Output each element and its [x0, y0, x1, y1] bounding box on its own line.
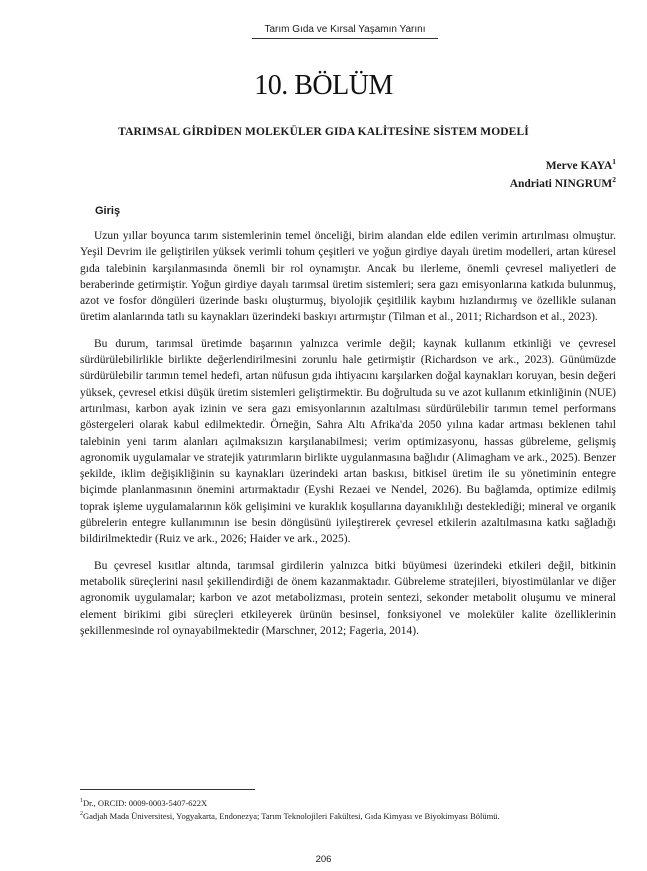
chapter-label: 10. BÖLÜM [254, 70, 393, 101]
author-1-mark: 1 [612, 157, 616, 166]
author-2 [510, 175, 616, 190]
footnote-1 [80, 796, 616, 809]
page-number: 206 [315, 854, 332, 865]
footnote-2-mark: 2 [80, 810, 83, 817]
body-text [80, 228, 616, 649]
author-2-name: Andriati NINGRUM [509, 177, 613, 190]
author-2-mark: 2 [612, 175, 616, 184]
section-heading: Giriş [95, 205, 121, 217]
running-head: Tarım Gıda ve Kırsal Yaşamın Yarını [252, 24, 438, 39]
chapter-title: TARIMSAL GİRDİDEN MOLEKÜLER GIDA KALİTESİNE SİSTEM MODELİ [118, 126, 529, 138]
footnote-1-mark: 1 [80, 798, 83, 804]
author-1-name: Merve KAYA [545, 159, 613, 172]
footnote-2 [80, 809, 616, 822]
paragraph: Bu durum, tarımsal üretimde başarının yalnızca verimle değil; kaynak kullanım etkinliği ve çevresel sürdürülebilirlikle birlikte değerlendirilmesini zorunlu hale getirmiştir (Richardson ve ark., 2023). Günümüzde sürdürülebilir tarımın temel hedefi, artan nüfusun gıda ihtiyacını karşılarken doğal kaynakları koruyan, besin değeri yüksek, çevresel etkisi düşük üretim sistemleri geliştirmektir. Bu doğrultuda su ve azot kullanım etkinliğinin (NUE) artırılması, karbon ayak izinin ve sera gazı emisyonlarının azaltılması sürdürülebilir tarımın temel performans göstergeleri olarak kabul edilmektedir. Örneğin, Sahra Altı Afrika'da 2050 yılına kadar artması beklenen tahıl talebinin yeni tarım alanları açılmaksızın karşılanabilmesi; verim optimizasyonu, hassas gübreleme, gelişmiş agronomik uygulamalar ve stratejik yatırımların birlikte uygulanmasına bağlıdır (Alimagham ve ark., 2025). Benzer şekilde, iklim değişikliğinin su kaynakları üzerindeki artan baskısı, bitkisel üretim ile su yönetiminin entegre biçimde planlanmasının önemini artırmaktadır (Eyshi Rezaei ve Nendel, 2026). Bu bağlamda, optimize edilmiş toprak işleme uygulamalarının kök gelişimini ve kuraklık koşullarına dayanıklılığı desteklediği; mineral ve organik gübrelerin entegre kullanımının ise besin döngüsünü iyileştirerek çevresel etkilerin azaltılmasına katkı sağladığı bildirilmektedir (Ruiz ve ark., 2026; Haider ve ark., 2025). [80, 337, 616, 546]
footnote-1-text: Dr., ORCID: 0009-0003-5407-622X [83, 797, 208, 808]
footnotes [80, 796, 616, 822]
author-1 [546, 157, 616, 172]
footnote-divider [80, 789, 255, 790]
footnote-2-text: Gadjah Mada Üniversitesi, Yogyakarta, Endonezya; Tarım Teknolojileri Fakültesi, Gıda Kimyası ve Biyokimyası Bölümü. [83, 810, 500, 821]
paragraph: Uzun yıllar boyunca tarım sistemlerinin temel önceliği, birim alandan elde edilen verimin artırılması olmuştur. Yeşil Devrim ile geliştirilen yüksek verimli tohum çeşitleri ve yoğun girdiye dayalı üretim modelleri, artan küresel gıda talebinin karşılanmasında önemli bir rol oynamıştır. Ancak bu ilerleme, önemli çevresel maliyetleri de beraberinde getirmiştir. Yoğun girdiye dayalı tarımsal üretim sistemleri; sera gazı emisyonlarına katkıda bulunmuş, azot ve fosfor döngüleri üzerinde baskı oluşturmuş, biyolojik çeşitlilik kaybını hızlandırmış ve özellikle sulanan üretim alanlarında tatlı su kaynakları üzerindeki baskıyı artırmıştır (Tilman et al., 2011; Richardson et al., 2023). [80, 230, 616, 324]
paragraph: Bu çevresel kısıtlar altında, tarımsal girdilerin yalnızca bitki büyümesi üzerindeki etkileri değil, bitkinin metabolik süreçlerini nasıl şekillendirdiği de önem kazanmaktadır. Gübreleme stratejileri, biyostimülanlar ve diğer agronomik uygulamalar; karbon ve azot metabolizması, protein sentezi, sekonder metabolit oluşumu ve mineral element birikimi gibi süreçleri etkileyerek ürünün besinsel, fonksiyonel ve moleküler kalite özelliklerinin şekillenmesinde rol oynayabilmektedir (Marschner, 2012; Fageria, 2014). [80, 559, 616, 637]
